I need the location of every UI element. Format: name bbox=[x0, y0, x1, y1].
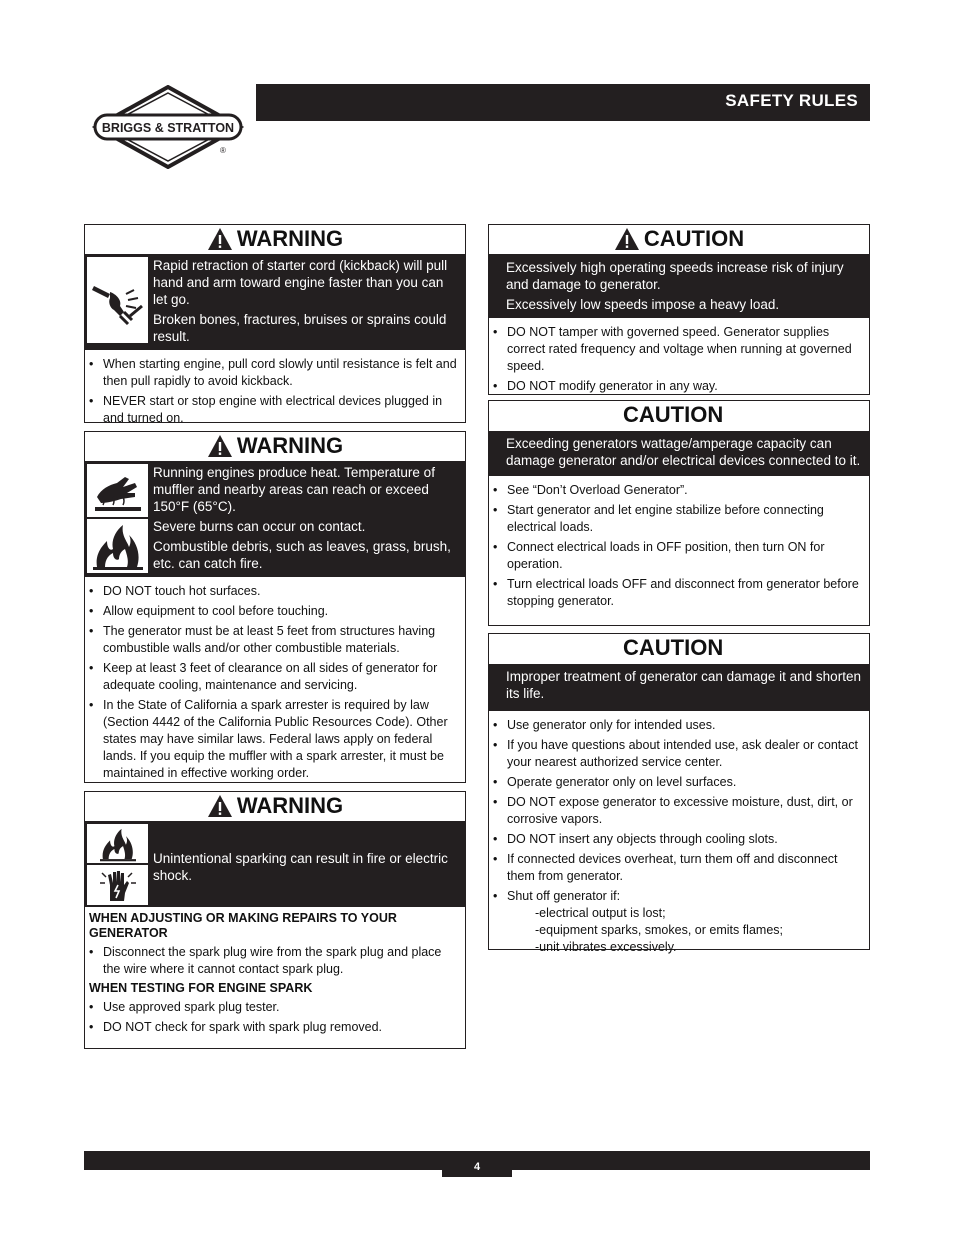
warning-title: WARNING bbox=[236, 793, 344, 818]
list-item: • DO NOT insert any objects through cooling slots. bbox=[493, 831, 863, 848]
section-subheading: WHEN ADJUSTING OR MAKING REPAIRS TO YOUR GENERATOR bbox=[89, 911, 397, 940]
warning-header bbox=[85, 432, 465, 462]
hazard-text: Broken bones, fractures, bruises or sprains could result. bbox=[153, 312, 447, 344]
caution-hazard-panel bbox=[489, 255, 869, 318]
page-title: SAFETY RULES bbox=[725, 91, 858, 110]
alert-triangle-icon bbox=[614, 227, 640, 251]
caution-title: CAUTION bbox=[623, 635, 724, 660]
safety-list bbox=[85, 577, 465, 789]
kickback-hand-icon bbox=[87, 257, 148, 343]
warning-title: WARNING bbox=[236, 433, 344, 458]
caution-overload-box bbox=[488, 400, 870, 626]
safety-list bbox=[489, 476, 869, 617]
list-item: • Disconnect the spark plug wire from the spark plug and place the wire where it cannot contact spark plug. bbox=[89, 944, 459, 978]
warning-title: WARNING bbox=[236, 226, 344, 251]
list-item: • See “Don’t Overload Generator”. bbox=[493, 482, 863, 499]
caution-title: CAUTION bbox=[623, 402, 724, 427]
hazard-text: Severe burns can occur on contact. bbox=[153, 519, 366, 534]
briggs-stratton-logo bbox=[92, 85, 244, 169]
list-item: • NEVER start or stop engine with electrical devices plugged in and turned on. bbox=[89, 393, 459, 427]
warning-kickback-box bbox=[84, 224, 466, 423]
sub-item: -equipment sparks, smokes, or emits flames; bbox=[535, 923, 783, 937]
logo-text: BRIGGS & STRATTON bbox=[101, 121, 235, 135]
list-item bbox=[493, 888, 863, 956]
list-item: • DO NOT check for spark with spark plug removed. bbox=[89, 1019, 459, 1036]
caution-header bbox=[489, 635, 869, 665]
caution-header bbox=[489, 402, 869, 432]
header-bar bbox=[256, 84, 870, 121]
warning-sparking-box bbox=[84, 791, 466, 1049]
hazard-text: Improper treatment of generator can damage it and shorten its life. bbox=[506, 669, 861, 701]
list-item: • If you have questions about intended use, ask dealer or contact your nearest authorized service center. bbox=[493, 737, 863, 771]
caution-speed-box bbox=[488, 224, 870, 395]
list-item: • The generator must be at least 5 feet from structures having combustible walls and/or other combustible materials. bbox=[89, 623, 459, 657]
hazard-text: Running engines produce heat. Temperature of muffler and nearby areas can reach or exceed 150°F (65°C). bbox=[153, 465, 435, 514]
list-item: • If connected devices overheat, turn them off and disconnect them from generator. bbox=[493, 851, 863, 885]
caution-hazard-panel bbox=[489, 665, 869, 711]
hot-surface-hand-icon bbox=[87, 464, 148, 517]
list-item: • Keep at least 3 feet of clearance on all sides of generator for adequate cooling, maintenance and servicing. bbox=[89, 660, 459, 694]
section-subheading: WHEN TESTING FOR ENGINE SPARK bbox=[89, 981, 313, 995]
fire-icon bbox=[87, 824, 148, 863]
list-item: • Turn electrical loads OFF and disconnect from generator before stopping generator. bbox=[493, 576, 863, 610]
safety-list bbox=[85, 350, 465, 434]
warning-hazard-panel bbox=[85, 462, 465, 577]
hazard-text: Unintentional sparking can result in fire or electric shock. bbox=[153, 851, 448, 883]
list-item: • When starting engine, pull cord slowly until resistance is felt and then pull rapidly to avoid kickback. bbox=[89, 356, 459, 390]
list-item: • DO NOT modify generator in any way. bbox=[493, 378, 863, 395]
list-item: • In the State of California a spark arrester is required by law (Section 4442 of the California Public Resources Code). Other states may have similar laws. Federal laws apply on federal lands. If you equip the muffler with a spark arrester, it must be maintained in effective working order. bbox=[89, 697, 459, 782]
list-item: • DO NOT expose generator to excessive moisture, dust, dirt, or corrosive vapors. bbox=[493, 794, 863, 828]
list-item: • Connect electrical loads in OFF position, then turn ON for operation. bbox=[493, 539, 863, 573]
caution-treatment-box bbox=[488, 633, 870, 954]
safety-list bbox=[489, 318, 869, 402]
alert-triangle-icon bbox=[207, 227, 233, 251]
caution-title: CAUTION bbox=[643, 226, 745, 251]
hazard-text: Rapid retraction of starter cord (kickback) will pull hand and arm toward engine faster than you can let go. bbox=[153, 258, 448, 307]
warning-hazard-panel bbox=[85, 822, 465, 907]
list-item-text: Shut off generator if: bbox=[507, 889, 621, 903]
fire-icon bbox=[87, 519, 148, 573]
safety-list bbox=[489, 711, 869, 963]
sub-item: -electrical output is lost; bbox=[535, 906, 666, 920]
alert-triangle-icon bbox=[207, 794, 233, 818]
list-item: • Allow equipment to cool before touching. bbox=[89, 603, 459, 620]
list-item: • Operate generator only on level surfaces. bbox=[493, 774, 863, 791]
safety-list bbox=[85, 996, 465, 1043]
hazard-text: Combustible debris, such as leaves, grass, brush, etc. can catch fire. bbox=[153, 539, 451, 571]
sub-item: -unit vibrates excessively. bbox=[535, 940, 677, 954]
list-item: • DO NOT touch hot surfaces. bbox=[89, 583, 459, 600]
caution-hazard-panel bbox=[489, 432, 869, 476]
registered-mark: ® bbox=[220, 146, 226, 155]
alert-triangle-icon bbox=[207, 434, 233, 458]
list-item: • Use generator only for intended uses. bbox=[493, 717, 863, 734]
warning-hazard-panel bbox=[85, 255, 465, 350]
list-item: • DO NOT tamper with governed speed. Generator supplies correct rated frequency and voltage when running at governed speed. bbox=[493, 324, 863, 375]
warning-hot-surface-box bbox=[84, 431, 466, 783]
electric-shock-hand-icon bbox=[87, 865, 148, 905]
hazard-text: Excessively low speeds impose a heavy load. bbox=[506, 297, 780, 312]
hazard-text: Exceeding generators wattage/amperage capacity can damage generator and/or electrical devices connected to it. bbox=[506, 436, 861, 468]
list-item: • Use approved spark plug tester. bbox=[89, 999, 459, 1016]
warning-header bbox=[85, 225, 465, 255]
caution-header bbox=[489, 225, 869, 255]
page-number: 4 bbox=[442, 1151, 512, 1177]
safety-list bbox=[85, 941, 465, 978]
list-item: • Start generator and let engine stabilize before connecting electrical loads. bbox=[493, 502, 863, 536]
hazard-text: Excessively high operating speeds increase risk of injury and damage to generator. bbox=[506, 260, 844, 292]
warning-header bbox=[85, 792, 465, 822]
